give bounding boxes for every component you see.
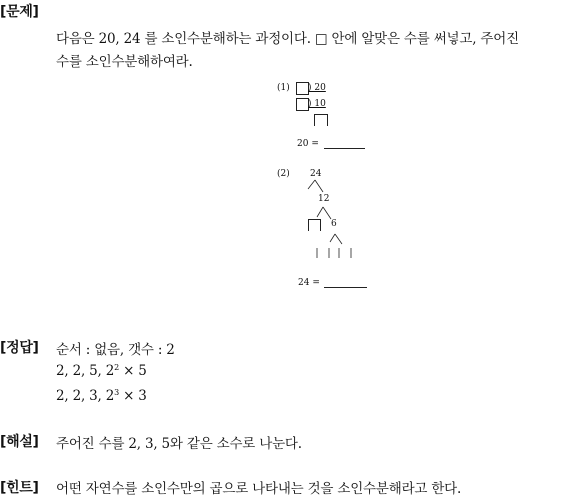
diagram2-top: 24 xyxy=(310,169,322,179)
hint-tag: [힌트] xyxy=(0,480,39,496)
answer-tag: [정답] xyxy=(0,340,39,356)
problem-tag: [문제] xyxy=(0,4,39,20)
diagram1-label: (1) xyxy=(277,83,290,93)
diagram1-result: 20 = xyxy=(297,139,319,149)
explanation-tag: [해설] xyxy=(0,434,39,450)
diagram2-result: 24 = xyxy=(298,278,320,288)
answer-line3: 2, 2, 3, $2^3 \times 3$ xyxy=(56,388,147,404)
diagram2-sub: 6 xyxy=(331,219,337,229)
answer-blank-box xyxy=(308,219,321,231)
answer-blank-line xyxy=(324,287,367,288)
answer-blank-line xyxy=(324,148,365,149)
diagram2-mid: 12 xyxy=(318,194,330,204)
hint-text: 어떤 자연수를 소인수만의 곱으로 나타내는 것을 소인수분해라고 한다. xyxy=(56,481,462,497)
explanation-text: 주어진 수를 2, 3, 5와 같은 소수로 나눈다. xyxy=(56,436,302,452)
diagram2-label: (2) xyxy=(277,169,290,179)
diagram1-row2: ) 10 xyxy=(308,99,326,109)
answer-blank-box xyxy=(314,114,328,126)
problem-text-line2: 수를 소인수분해하여라. xyxy=(56,54,193,70)
diagram1-row1: ) 20 xyxy=(308,83,326,93)
problem-text-line1: 다음은 20, 24 를 소인수분해하는 과정이다. □ 안에 알맞은 수를 써넣고, 주어진 xyxy=(56,31,519,47)
answer-line1: 순서 : 없음, 갯수 : 2 xyxy=(56,342,175,358)
answer-line2: 2, 2, 5, $2^2 \times 5$ xyxy=(56,363,147,379)
